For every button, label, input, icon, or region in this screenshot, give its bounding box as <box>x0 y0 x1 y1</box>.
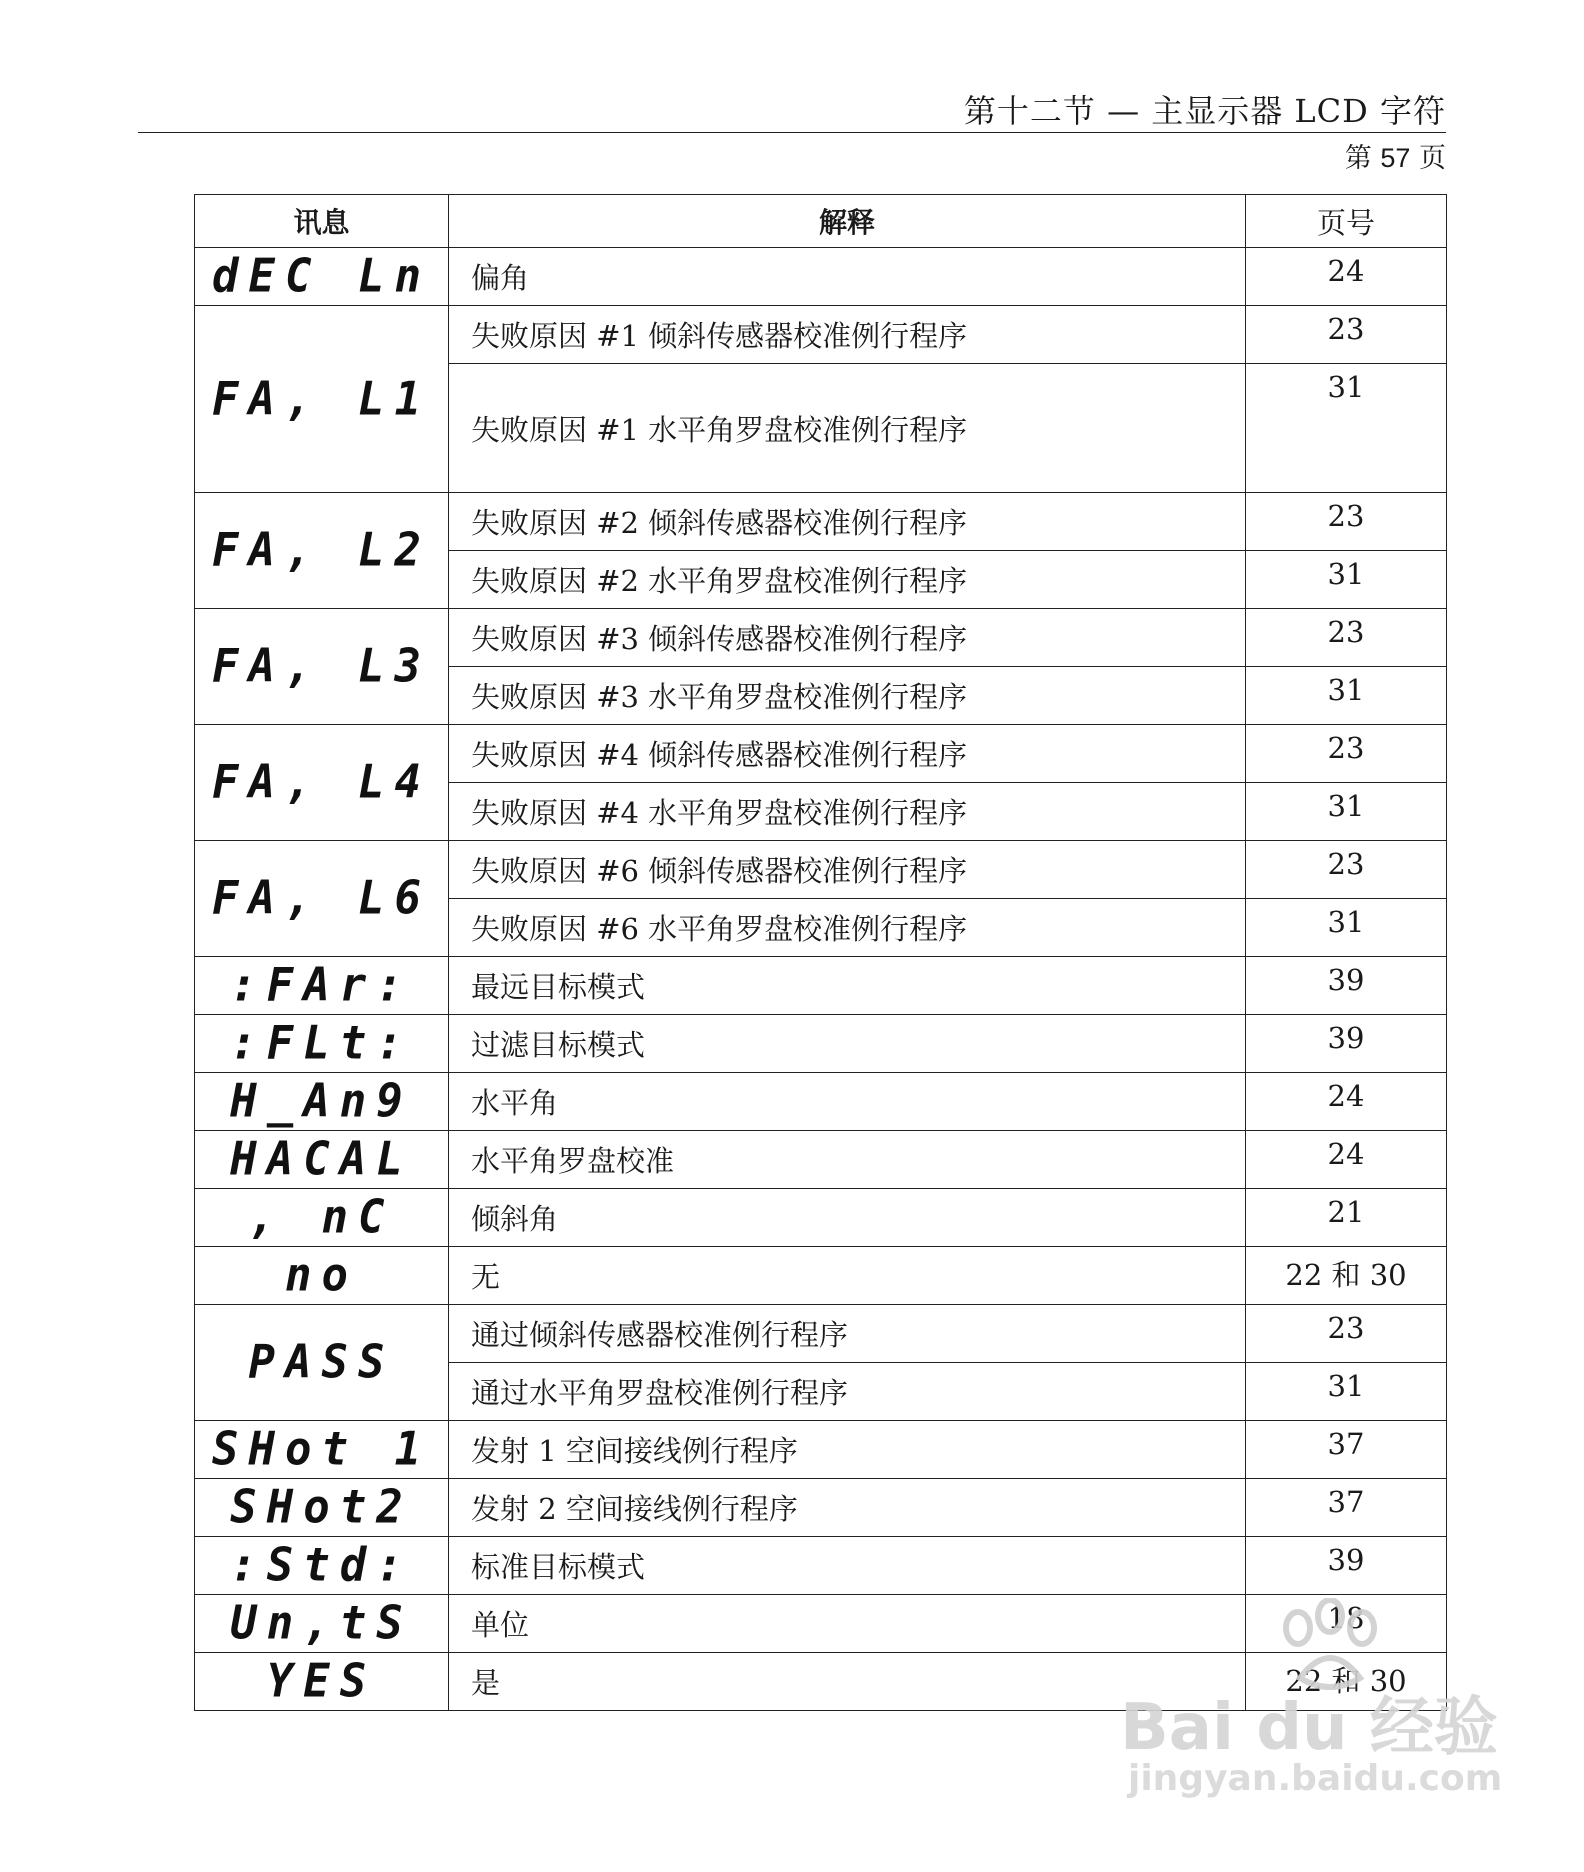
explanation-cell: 失败原因 #6 水平角罗盘校准例行程序 <box>449 899 1246 957</box>
table-row <box>195 957 1447 1015</box>
page-ref-cell: 23 <box>1246 493 1447 551</box>
lcd-message-cell <box>195 248 449 306</box>
page-ref-cell: 24 <box>1246 248 1447 306</box>
header-message: 讯息 <box>195 195 449 248</box>
lcd-message-cell <box>195 841 449 957</box>
table-row <box>195 1421 1447 1479</box>
lcd-message-cell <box>195 1015 449 1073</box>
page-ref-cell: 37 <box>1246 1421 1447 1479</box>
explanation-cell: 无 <box>449 1247 1246 1305</box>
explanation-cell: 通过水平角罗盘校准例行程序 <box>449 1363 1246 1421</box>
lcd-message-code: H_An9 <box>230 1074 413 1129</box>
page-ref-cell: 18 <box>1246 1595 1447 1653</box>
table-row <box>195 1479 1447 1537</box>
table-row <box>195 306 1447 364</box>
explanation-cell: 倾斜角 <box>449 1189 1246 1247</box>
page-ref-cell: 21 <box>1246 1189 1447 1247</box>
explanation-cell: 失败原因 #3 水平角罗盘校准例行程序 <box>449 667 1246 725</box>
table-row <box>195 1189 1447 1247</box>
lcd-message-cell <box>195 609 449 725</box>
page-ref-cell: 23 <box>1246 306 1447 364</box>
header-divider <box>138 132 1446 133</box>
page-ref-cell: 24 <box>1246 1073 1447 1131</box>
lcd-message-code: FA, L3 <box>212 639 431 694</box>
page-number <box>1345 136 1446 175</box>
lcd-message-code: FA, L2 <box>212 523 431 578</box>
table-row <box>195 1537 1447 1595</box>
section-title: 第十二节 — 主显示器 LCD 字符 <box>963 92 1446 130</box>
lcd-message-code: , nC <box>248 1190 395 1245</box>
lcd-message-cell <box>195 1073 449 1131</box>
page-ref-cell: 23 <box>1246 1305 1447 1363</box>
page-ref-cell: 39 <box>1246 1537 1447 1595</box>
watermark-url: jingyan.baidu.com <box>1128 1758 1503 1799</box>
explanation-cell: 失败原因 #6 倾斜传感器校准例行程序 <box>449 841 1246 899</box>
lcd-message-cell <box>195 1131 449 1189</box>
table-body <box>195 248 1447 1711</box>
lcd-message-code: SHot 1 <box>212 1422 431 1477</box>
explanation-cell: 最远目标模式 <box>449 957 1246 1015</box>
explanation-cell: 偏角 <box>449 248 1246 306</box>
explanation-cell: 失败原因 #4 水平角罗盘校准例行程序 <box>449 783 1246 841</box>
lcd-message-cell <box>195 1305 449 1421</box>
explanation-cell: 发射 1 空间接线例行程序 <box>449 1421 1246 1479</box>
page-ref-cell: 31 <box>1246 783 1447 841</box>
table-row <box>195 609 1447 667</box>
page-ref-cell: 31 <box>1246 551 1447 609</box>
lcd-message-cell <box>195 1247 449 1305</box>
page-suffix: 页 <box>1419 143 1446 174</box>
page-ref-cell: 31 <box>1246 1363 1447 1421</box>
table-row <box>195 1073 1447 1131</box>
baidu-watermark <box>1120 1598 1503 1799</box>
lcd-message-cell <box>195 1421 449 1479</box>
page-ref-cell: 23 <box>1246 609 1447 667</box>
table-row <box>195 1131 1447 1189</box>
table-row <box>195 1015 1447 1073</box>
explanation-cell: 是 <box>449 1653 1246 1711</box>
lcd-message-code: FA, L1 <box>212 372 431 426</box>
page-ref-cell: 22 和 30 <box>1246 1653 1447 1711</box>
lcd-message-cell <box>195 493 449 609</box>
lcd-message-code: Un,tS <box>230 1596 413 1651</box>
page-header <box>0 0 1584 174</box>
lcd-message-cell <box>195 306 449 493</box>
header-explanation: 解释 <box>449 195 1246 248</box>
explanation-cell: 发射 2 空间接线例行程序 <box>449 1479 1246 1537</box>
explanation-cell: 过滤目标模式 <box>449 1015 1246 1073</box>
page-ref-cell: 37 <box>1246 1479 1447 1537</box>
lcd-message-cell <box>195 1595 449 1653</box>
page-prefix: 第 <box>1344 143 1372 174</box>
table-row <box>195 1247 1447 1305</box>
page-ref-cell: 39 <box>1246 1015 1447 1073</box>
page-ref-cell: 31 <box>1246 364 1447 493</box>
lcd-message-cell <box>195 957 449 1015</box>
table-row <box>195 725 1447 783</box>
lcd-message-code: no <box>285 1248 358 1303</box>
lcd-message-cell <box>195 1479 449 1537</box>
watermark-brand: Bai du 经验 <box>1120 1691 1498 1765</box>
table-row <box>195 841 1447 899</box>
page-ref-cell: 31 <box>1246 667 1447 725</box>
lcd-message-table <box>194 194 1447 1711</box>
explanation-cell: 失败原因 #1 倾斜传感器校准例行程序 <box>449 306 1246 364</box>
lcd-message-code: :FLt: <box>230 1016 413 1071</box>
lcd-message-code: SHot2 <box>230 1480 413 1535</box>
lcd-message-code: YES <box>266 1654 377 1709</box>
lcd-message-cell <box>195 725 449 841</box>
explanation-cell: 水平角罗盘校准 <box>449 1131 1246 1189</box>
table-header-row <box>195 195 1447 248</box>
explanation-cell: 水平角 <box>449 1073 1246 1131</box>
lcd-message-cell <box>195 1653 449 1711</box>
lcd-message-code: PASS <box>248 1335 395 1390</box>
explanation-cell: 标准目标模式 <box>449 1537 1246 1595</box>
page-ref-cell: 39 <box>1246 957 1447 1015</box>
lcd-message-code: FA, L6 <box>212 871 431 926</box>
explanation-cell: 通过倾斜传感器校准例行程序 <box>449 1305 1246 1363</box>
explanation-cell: 失败原因 #4 倾斜传感器校准例行程序 <box>449 725 1246 783</box>
lcd-message-code: dEC Ln <box>212 249 431 304</box>
page-ref-cell: 22 和 30 <box>1246 1247 1447 1305</box>
page-ref-cell: 23 <box>1246 841 1447 899</box>
lcd-message-code: HACAL <box>230 1132 413 1187</box>
explanation-cell: 失败原因 #3 倾斜传感器校准例行程序 <box>449 609 1246 667</box>
explanation-cell: 失败原因 #2 倾斜传感器校准例行程序 <box>449 493 1246 551</box>
lcd-message-code: FA, L4 <box>212 755 431 810</box>
explanation-cell: 失败原因 #2 水平角罗盘校准例行程序 <box>449 551 1246 609</box>
lcd-message-code: :Std: <box>230 1538 413 1593</box>
page-ref-cell: 23 <box>1246 725 1447 783</box>
table-row <box>195 493 1447 551</box>
lcd-message-cell <box>195 1189 449 1247</box>
header-page: 页号 <box>1246 195 1447 248</box>
explanation-cell: 单位 <box>449 1595 1246 1653</box>
page-ref-cell: 24 <box>1246 1131 1447 1189</box>
page-ref-cell: 31 <box>1246 899 1447 957</box>
page-number-value: 57 <box>1380 143 1411 173</box>
lcd-message-code: :FAr: <box>230 958 413 1013</box>
lcd-message-cell <box>195 1537 449 1595</box>
table-row <box>195 1305 1447 1363</box>
explanation-cell: 失败原因 #1 水平角罗盘校准例行程序 <box>449 364 1246 493</box>
table-row <box>195 248 1447 306</box>
